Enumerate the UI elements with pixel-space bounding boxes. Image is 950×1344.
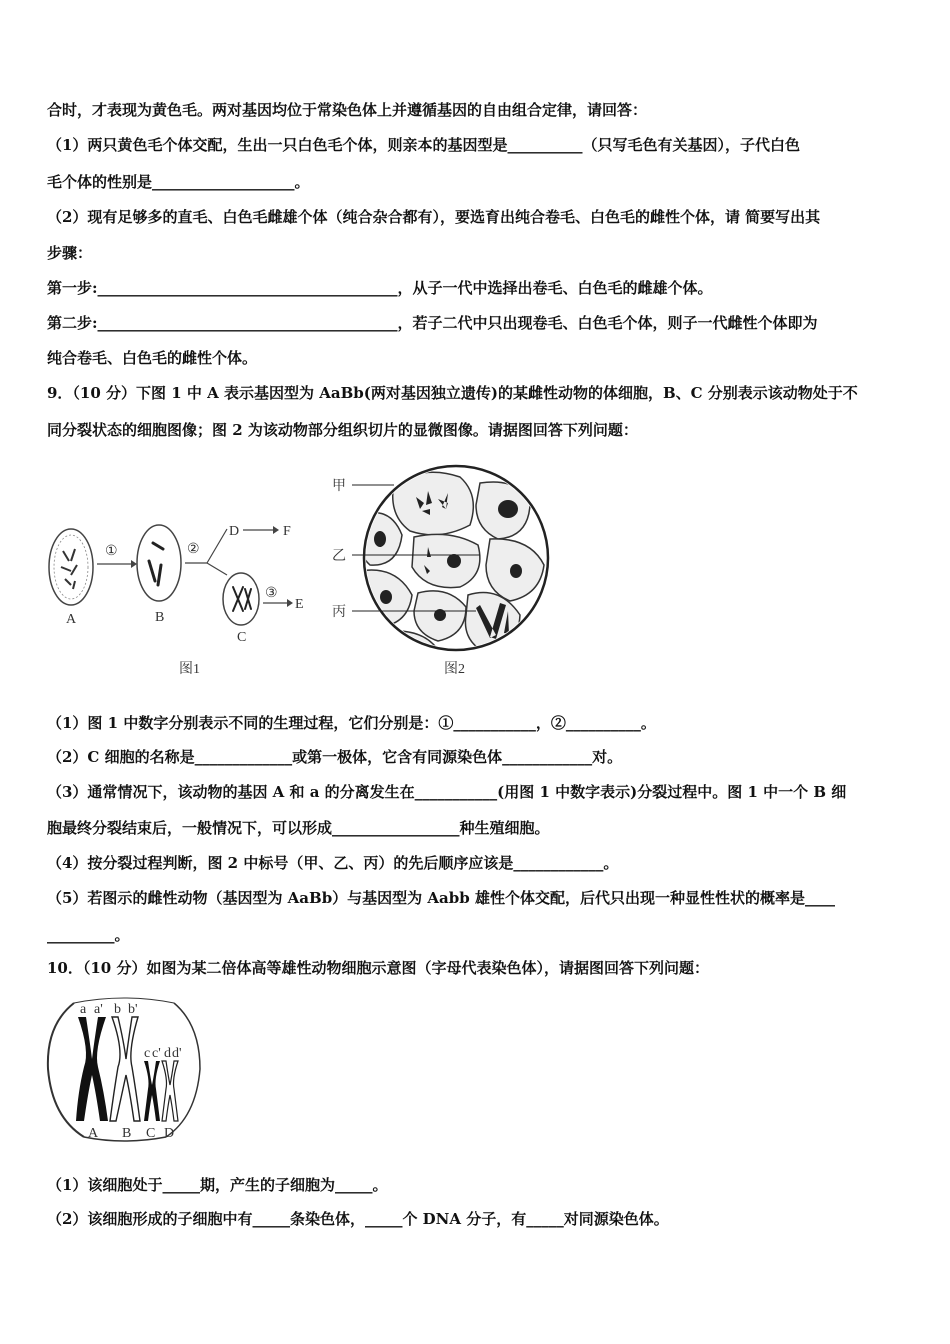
q9-figure1: [45, 515, 315, 680]
q9-sub5-line1: （5）若图示的雌性动物（基因型为 AaBb）与基因型为 Aabb 雄性个体交配，后代只出现一种显性性状的概率是____: [47, 889, 835, 907]
fig1-step-3: ③: [265, 586, 278, 601]
q9-sub4: （4）按分裂过程判断，图 2 中标号（甲、乙、丙）的先后顺序应该是____________。: [47, 854, 619, 872]
q8-step2-line1: 第二步:________________________________________，若子二代中只出现卷毛、白色毛个体，则子一代雌性个体即为: [47, 314, 818, 332]
q10-fig-label-d-prime: d': [172, 1046, 182, 1061]
q8-part2-line2: 步骤：: [47, 244, 93, 262]
q9-figure2: [330, 455, 560, 685]
q9-stem-line2: 同分裂状态的细胞图像；图 2 为该动物部分组织切片的显微图像。请据图回答下列问题：: [47, 421, 638, 439]
q10-fig-bottom-d: D: [164, 1126, 175, 1141]
fig1-step-1: ①: [105, 544, 118, 559]
q10-figure: [44, 995, 204, 1145]
q8-step2-line2: 纯合卷毛、白色毛的雌性个体。: [47, 349, 258, 367]
q10-fig-bottom-a: A: [88, 1126, 99, 1141]
q10-fig-label-c-prime: c': [152, 1046, 161, 1061]
fig1-label-e: E: [295, 597, 304, 612]
q10-fig-label-d: d: [164, 1046, 171, 1061]
q10-fig-label-c: c: [144, 1046, 151, 1061]
q9-stem-line1: 9．（10 分）下图 1 中 A 表示基因型为 AaBb(两对基因独立遗传)的某雌性动物的体细胞，B、C 分别表示该动物处于不: [47, 384, 858, 402]
q8-part1-line1: （1）两只黄色毛个体交配，生出一只白色毛个体，则亲本的基因型是__________（只写毛色有关基因），子代白色: [47, 136, 800, 154]
q10-sub1: （1）该细胞处于_____期，产生的子细胞为_____。: [47, 1176, 388, 1194]
q8-step1: 第一步:________________________________________，从子一代中选择出卷毛、白色毛的雌雄个体。: [47, 279, 713, 297]
q9-sub1: （1）图 1 中数字分别表示不同的生理过程，它们分别是：①___________，②__________。: [47, 714, 656, 732]
q10-fig-bottom-b: B: [122, 1126, 132, 1141]
fig1-label-f: F: [283, 524, 291, 539]
q10-fig-label-a-prime: a': [94, 1002, 103, 1017]
q9-sub2: （2）C 细胞的名称是_____________或第一极体，它含有同源染色体____________对。: [47, 748, 623, 766]
fig1-caption: 图1: [179, 662, 200, 677]
q10-sub2: （2）该细胞形成的子细胞中有_____条染色体，_____个 DNA 分子，有_____对同源染色体。: [47, 1210, 669, 1228]
fig1-label-c: C: [237, 630, 247, 645]
q8-text-line1: 合时，才表现为黄色毛。两对基因均位于常染色体上并遵循基因的自由组合定律，请回答：: [47, 101, 648, 119]
q10-stem: 10．（10 分）如图为某二倍体高等雄性动物细胞示意图（字母代表染色体），请据图回答下列问题：: [47, 959, 709, 977]
q9-sub3-line1: （3）通常情况下，该动物的基因 A 和 a 的分离发生在___________(用图 1 中数字表示)分裂过程中。图 1 中一个 B 细: [47, 783, 847, 801]
fig1-label-a: A: [66, 612, 77, 627]
fig1-step-2: ②: [187, 542, 200, 557]
fig1-label-d: D: [229, 524, 240, 539]
fig1-label-b: B: [155, 610, 165, 625]
q8-part2-line1: （2）现有足够多的直毛、白色毛雌雄个体（纯合杂合都有），要选育出纯合卷毛、白色毛的雌性个体，请 简要写出其: [47, 208, 821, 226]
fig2-label-jia: 甲: [332, 479, 346, 494]
fig2-caption: 图2: [444, 662, 465, 677]
q10-fig-label-b: b: [114, 1002, 121, 1017]
fig2-label-yi: 乙: [332, 549, 346, 564]
fig2-label-bing: 丙: [332, 605, 346, 620]
q9-sub3-line2: 胞最终分裂结束后，一般情况下，可以形成_________________种生殖细胞。: [47, 819, 550, 837]
q9-sub5-line2: _________。: [47, 926, 130, 944]
q10-fig-label-b-prime: b': [128, 1002, 138, 1017]
q8-part1-line2: 毛个体的性别是___________________。: [47, 173, 310, 191]
q10-fig-bottom-c: C: [146, 1126, 156, 1141]
q10-fig-label-a: a: [80, 1002, 87, 1017]
